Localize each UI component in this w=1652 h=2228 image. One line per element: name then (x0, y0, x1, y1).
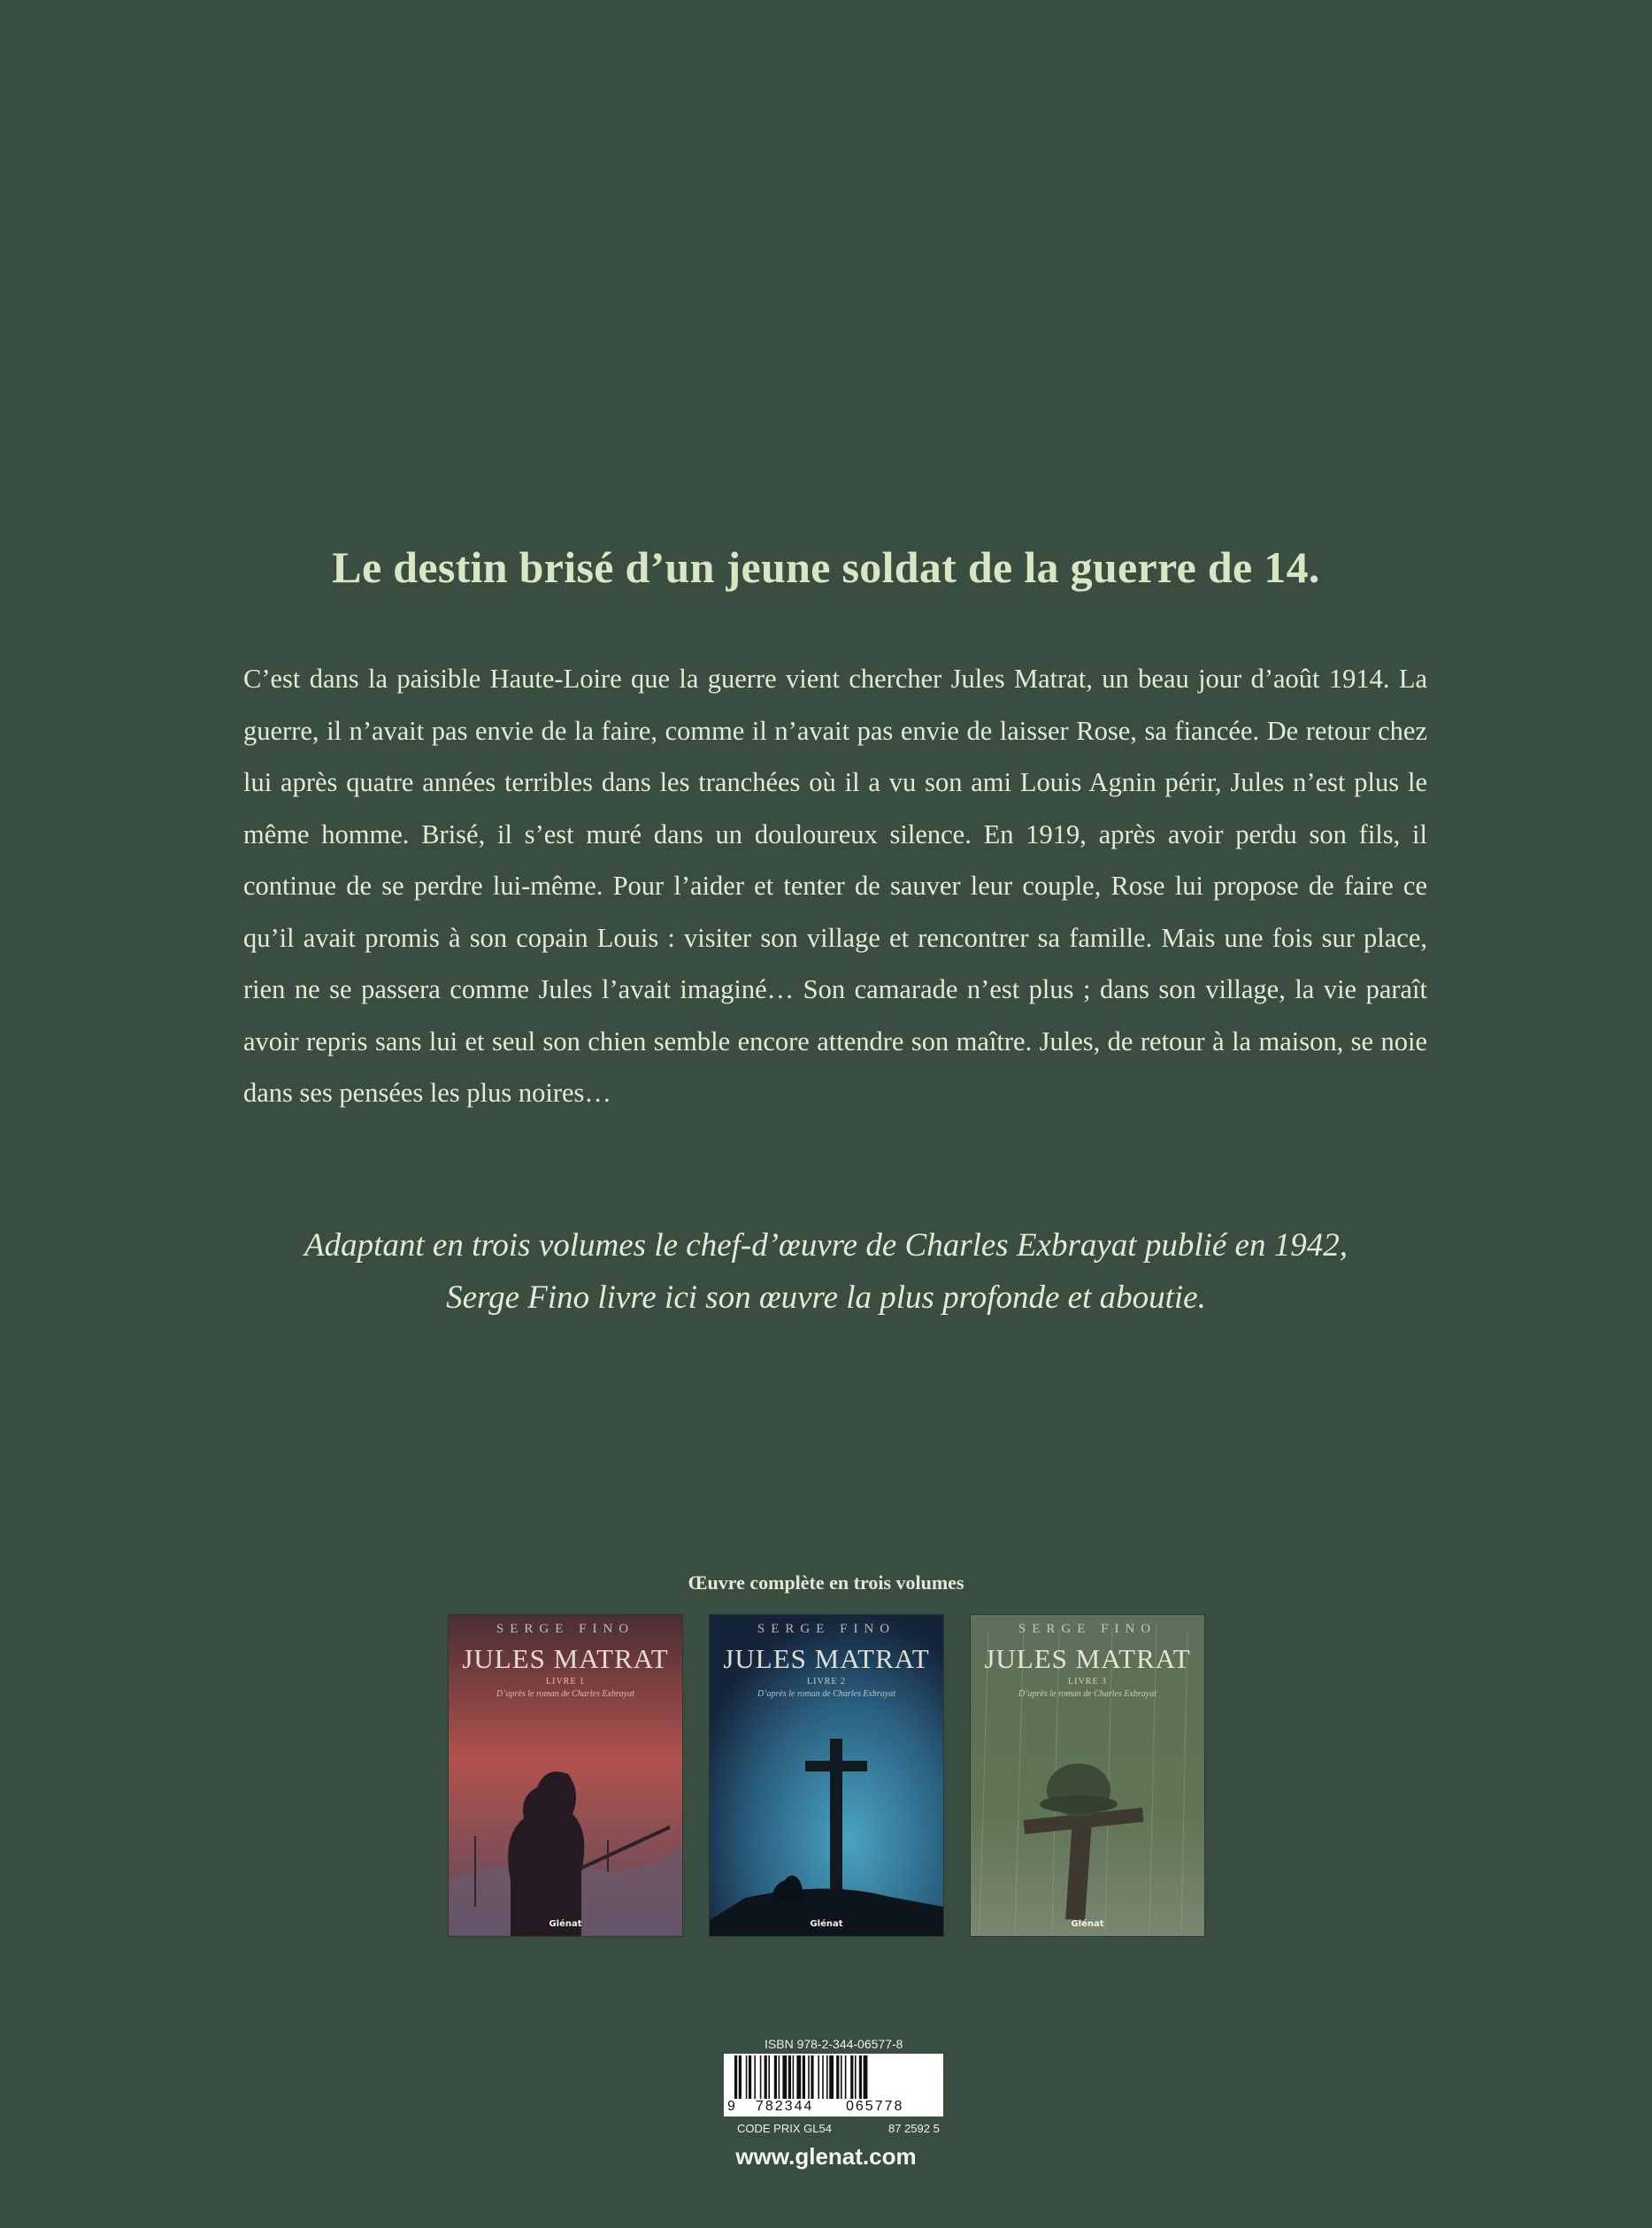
barcode-bar (829, 2055, 834, 2099)
tagline-line-1: Adaptant en trois volumes le chef-d’œuvre de Charles Exbrayat publié en 1942, (304, 1227, 1348, 1264)
barcode-bar (793, 2055, 795, 2099)
price-number: 87 2592 5 (888, 2122, 940, 2135)
barcode-bar (749, 2055, 751, 2099)
cover-2-subtitle: D’après le roman de Charles Exbrayat (757, 1689, 895, 1699)
barcode-bar (779, 2055, 780, 2099)
barcode-bar (818, 2055, 819, 2099)
cover-2-book-number: LIVRE 2 (807, 1677, 846, 1686)
barcode-bar (855, 2055, 857, 2099)
barcode-bar (845, 2055, 847, 2099)
barcode-bar (760, 2055, 762, 2099)
barcode-bar (822, 2055, 824, 2099)
cover-2-title: JULES MATRAT (723, 1643, 930, 1674)
cover-3-publisher-logo: Glénat (1071, 1919, 1104, 1929)
cover-1-author: SERGE FINO (496, 1622, 635, 1636)
ean-digits (724, 2099, 943, 2117)
barcode-bar (754, 2055, 756, 2099)
barcode-bar (850, 2055, 853, 2099)
barcode-bar (765, 2055, 767, 2099)
barcode-bar (836, 2055, 839, 2099)
ean-left-digits: 782344 (756, 2099, 814, 2114)
cover-1-subtitle: D’après le roman de Charles Exbrayat (496, 1689, 634, 1699)
cover-3-title: JULES MATRAT (984, 1643, 1191, 1674)
cover-3-author: SERGE FINO (1018, 1622, 1157, 1636)
cover-book-2 (710, 1615, 943, 1936)
barcode-bar (841, 2055, 842, 2099)
barcode-bar (734, 2055, 737, 2099)
barcode-bar (739, 2055, 741, 2099)
barcode-bar (859, 2055, 862, 2099)
website-url: www.glenat.com (735, 2143, 917, 2170)
barcode-bar (774, 2055, 777, 2099)
cover-1-title: JULES MATRAT (462, 1643, 669, 1674)
isbn-label: ISBN 978-2-344-06577-8 (765, 2037, 903, 2051)
cover-2-publisher-logo: Glénat (810, 1919, 843, 1929)
barcode-bar (796, 2055, 801, 2099)
cover-1-book-number: LIVRE 1 (546, 1677, 585, 1686)
ean-first-digit: 9 (727, 2099, 735, 2114)
headline: Le destin brisé d’un jeune soldat de la guerre de 14. (332, 542, 1320, 592)
cover-1-publisher-logo: Glénat (549, 1919, 582, 1929)
barcode-bar (808, 2055, 810, 2099)
volumes-title: Œuvre complète en trois volumes (688, 1571, 964, 1594)
barcode-bar (782, 2055, 787, 2099)
tagline-line-2: Serge Fino livre ici son œuvre la plus profonde et aboutie. (446, 1279, 1206, 1316)
barcode-bars (724, 2054, 943, 2099)
cover-book-1 (449, 1615, 682, 1936)
barcode-bar (803, 2055, 805, 2099)
cover-3-book-number: LIVRE 3 (1068, 1677, 1107, 1686)
ean-right-digits: 065778 (846, 2099, 904, 2114)
ean-barcode (724, 2054, 943, 2117)
cover-3-subtitle: D’après le roman de Charles Exbrayat (1018, 1689, 1156, 1699)
barcode-bar (768, 2055, 770, 2099)
barcode-bar (811, 2055, 813, 2099)
barcode-bar (826, 2055, 828, 2099)
barcode-bar (788, 2055, 791, 2099)
barcode-bar (746, 2055, 748, 2099)
cover-2-author: SERGE FINO (757, 1622, 896, 1636)
tagline (0, 1219, 1652, 1324)
blurb-paragraph: C’est dans la paisible Haute-Loire que la guerre vient chercher Jules Matrat, un beau jour d’août 1914. La guerre, il n’avait pas envie de la faire, comme il n’avait pas envie de laisser Rose, sa fiancée. De retour chez lui après quatre années terribles dans les tranchées où il a vu son ami Louis Agnin périr, Jules n’est plus le même homme. Brisé, il s’est muré dans un douloureux silence. En 1919, après avoir perdu son fils, il continue de se perdre lui-même. Pour l’aider et tenter de sauver leur couple, Rose lui propose de faire ce qu’il avait promis à son copain Louis : visiter son village et rencontrer sa famille. Mais une fois sur place, rien ne se passera comme Jules l’avait imaginé… Son camarade n’est plus ; dans son village, la vie paraît avoir repris sans lui et seul son chien semble encore attendre son maître. Jules, de retour à la maison, se noie dans ses pensées les plus noires… (243, 664, 1427, 1108)
cover-book-3 (971, 1615, 1204, 1936)
price-code: CODE PRIX GL54 (737, 2122, 832, 2135)
barcode-bar (864, 2055, 868, 2099)
